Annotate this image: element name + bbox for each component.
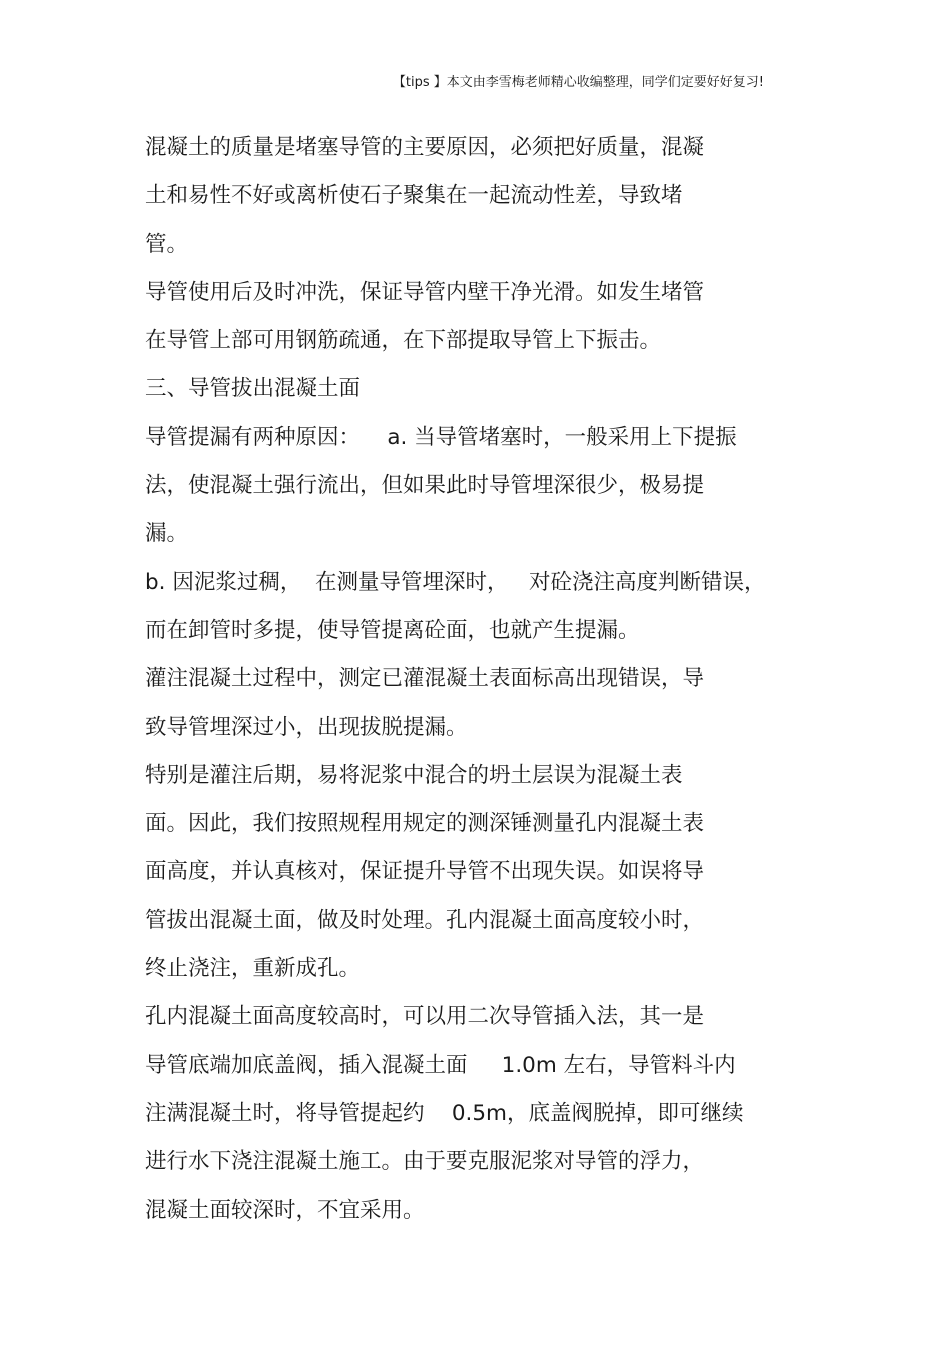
- text-line: 特别是灌注后期，易将泥浆中混合的坍土层误为混凝土表: [145, 762, 683, 788]
- text-line: 终止浇注，重新成孔。: [145, 956, 361, 982]
- text-line: 导管提漏有两种原因： a. 当导管堵塞时，一般采用上下提振: [145, 424, 737, 450]
- text-line: 进行水下浇注混凝土施工。由于要克服泥浆对导管的浮力，: [145, 1149, 705, 1175]
- text-line: 面。因此，我们按照规程用规定的测深锤测量孔内混凝土表: [145, 811, 705, 837]
- text-line: 法，使混凝土强行流出，但如果此时导管埋深很少，极易提: [145, 473, 705, 499]
- document-body: [145, 124, 795, 1235]
- text-line: 混凝土面较深时，不宜采用。: [145, 1197, 425, 1223]
- text-line: b. 因泥浆过稠， 在测量导管埋深时， 对砼浇注高度判断错误，: [145, 569, 766, 595]
- section-heading: 三、导管拔出混凝土面: [145, 376, 361, 402]
- text-line: 导管底端加底盖阀，插入混凝土面 1.0m 左右，导管料斗内: [145, 1052, 736, 1078]
- text-line: 面高度，并认真核对，保证提升导管不出现失误。如误将导: [145, 859, 705, 885]
- text-line: 漏。: [145, 521, 189, 547]
- text-line: 注满混凝土时，将导管提起约 0.5m，底盖阀脱掉，即可继续: [145, 1100, 744, 1126]
- text-line: 灌注混凝土过程中，测定已灌混凝土表面标高出现错误，导: [145, 666, 705, 692]
- text-line: 导管使用后及时冲洗，保证导管内壁干净光滑。如发生堵管: [145, 279, 705, 305]
- text-line: 在导管上部可用钢筋疏通，在下部提取导管上下振击。: [145, 328, 662, 354]
- text-line: 致导管埋深过小，出现拔脱提漏。: [145, 714, 468, 740]
- text-line: 混凝土的质量是堵塞导管的主要原因，必须把好质量，混凝: [145, 135, 705, 160]
- text-line: 孔内混凝土面高度较高时，可以用二次导管插入法，其一是: [145, 1004, 705, 1030]
- text-line: 管。: [145, 231, 189, 257]
- header-tip: 【tips 】本文由李雪梅老师精心收编整理，同学们定要好好复习!: [392, 75, 764, 90]
- text-line: 管拔出混凝土面，做及时处理。孔内混凝土面高度较小时，: [145, 907, 705, 933]
- text-line: 土和易性不好或离析使石子聚集在一起流动性差，导致堵: [145, 183, 683, 209]
- text-line: 而在卸管时多提，使导管提离砼面，也就产生提漏。: [145, 617, 640, 643]
